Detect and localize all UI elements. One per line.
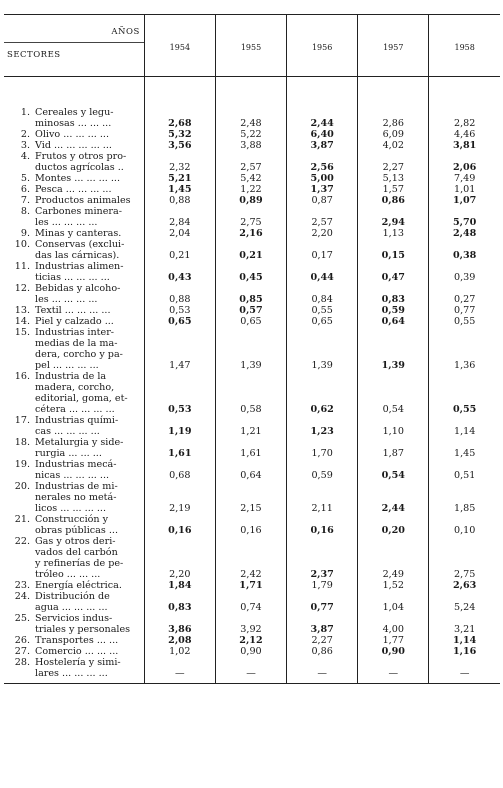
value-cell: 0,55: [287, 305, 358, 316]
value-cell: 2,44: [287, 107, 358, 129]
sector-name: Bebidas y alcoho- les ... ... ... ...: [35, 283, 121, 305]
value-cell: 0,85: [215, 283, 286, 305]
year-header: 1954: [144, 15, 215, 77]
value-cell: 0,43: [144, 261, 215, 283]
sector-cell: [4, 327, 144, 371]
value-cell: 2,27: [287, 635, 358, 646]
sector-wrap: [6, 635, 142, 646]
sector-name: Montes ... ... ... ...: [35, 173, 121, 184]
value-cell: 2,84: [144, 206, 215, 228]
table-row: [4, 613, 500, 635]
value-cell: 1,70: [287, 437, 358, 459]
table-row: [4, 206, 500, 228]
sector-wrap: [6, 184, 142, 195]
table-row: [4, 514, 500, 536]
spacer-cell: [215, 77, 286, 108]
sector-number: 9.: [20, 228, 30, 239]
sector-name: Metalurgia y side- rurgia ... ... ...: [35, 437, 124, 459]
value-cell: 2,04: [144, 228, 215, 239]
value-cell: 0,86: [287, 646, 358, 657]
sector-number: 17.: [14, 415, 30, 426]
sector-name: Industrias de mi- nerales no metá- licos ... ... ... ...: [35, 481, 118, 514]
sector-wrap: [6, 481, 142, 514]
spacer-row: [4, 77, 500, 108]
value-cell: 0,17: [287, 239, 358, 261]
year-header: 1955: [215, 15, 286, 77]
value-cell: 3,88: [215, 140, 286, 151]
sector-name: Textil ... ... ... ...: [35, 305, 111, 316]
value-cell: 0,88: [144, 283, 215, 305]
value-cell: 1,14: [429, 635, 500, 646]
sector-number: 1.: [20, 107, 30, 118]
value-cell: —: [144, 657, 215, 684]
value-cell: 0,90: [215, 646, 286, 657]
sectores-label: SECTORES: [7, 50, 61, 60]
value-cell: 1,04: [358, 591, 429, 613]
year-header: 1957: [358, 15, 429, 77]
sector-number: 13.: [14, 305, 30, 316]
value-cell: 0,44: [287, 261, 358, 283]
table-row: [4, 459, 500, 481]
value-cell: 5,13: [358, 173, 429, 184]
sector-wrap: [6, 206, 142, 228]
sector-name: Olivo ... ... ... ...: [35, 129, 109, 140]
value-cell: 2,48: [429, 228, 500, 239]
value-cell: 2,08: [144, 635, 215, 646]
value-cell: 3,56: [144, 140, 215, 151]
value-cell: 1,61: [144, 437, 215, 459]
value-cell: 1,47: [144, 327, 215, 371]
sector-number: 3.: [20, 140, 30, 151]
value-cell: 0,15: [358, 239, 429, 261]
value-cell: 1,19: [144, 415, 215, 437]
sector-cell: [4, 635, 144, 646]
header-corner: [4, 15, 144, 77]
value-cell: 4,00: [358, 613, 429, 635]
sector-table: [4, 14, 500, 684]
sector-number: 26.: [14, 635, 30, 646]
value-cell: 4,02: [358, 140, 429, 151]
sector-name: Distribución de agua ... ... ... ...: [35, 591, 110, 613]
sector-name: Vid ... ... ... ... ...: [35, 140, 112, 151]
sector-number: 14.: [14, 316, 30, 327]
value-cell: —: [287, 657, 358, 684]
value-cell: 1,01: [429, 184, 500, 195]
value-cell: 0,54: [358, 459, 429, 481]
value-cell: 0,20: [358, 514, 429, 536]
corner-divider: [4, 42, 144, 43]
sector-cell: [4, 580, 144, 591]
value-cell: 0,65: [215, 316, 286, 327]
sector-wrap: [6, 327, 142, 371]
sector-cell: [4, 206, 144, 228]
sector-number: 27.: [14, 646, 30, 657]
value-cell: 1,61: [215, 437, 286, 459]
sector-number: 25.: [14, 613, 30, 624]
spacer-cell: [287, 77, 358, 108]
value-cell: 0,21: [215, 239, 286, 261]
table-row: [4, 239, 500, 261]
year-header: 1956: [287, 15, 358, 77]
table-row: [4, 151, 500, 173]
sector-name: Industrias alimen- ticias ... ... ... ...: [35, 261, 124, 283]
value-cell: 2,12: [215, 635, 286, 646]
sector-wrap: [6, 580, 142, 591]
value-cell: 0,83: [144, 591, 215, 613]
value-cell: 0,64: [215, 459, 286, 481]
value-cell: 1,85: [429, 481, 500, 514]
value-cell: 0,54: [358, 371, 429, 415]
sector-name: Cereales y legu- minosas ... ... ...: [35, 107, 114, 129]
value-cell: 1,84: [144, 580, 215, 591]
sector-cell: [4, 646, 144, 657]
header-row: [4, 15, 500, 77]
value-cell: 0,90: [358, 646, 429, 657]
sector-number: 22.: [14, 536, 30, 547]
value-cell: 0,59: [287, 459, 358, 481]
table-row: [4, 305, 500, 316]
value-cell: 0,58: [215, 371, 286, 415]
sector-wrap: [6, 195, 142, 206]
value-cell: 2,49: [358, 536, 429, 580]
spacer-cell: [144, 77, 215, 108]
value-cell: 2,16: [215, 228, 286, 239]
value-cell: 2,94: [358, 206, 429, 228]
value-cell: —: [358, 657, 429, 684]
spacer-cell: [429, 77, 500, 108]
sector-cell: [4, 415, 144, 437]
sector-cell: [4, 140, 144, 151]
table-row: [4, 140, 500, 151]
sector-cell: [4, 371, 144, 415]
sector-wrap: [6, 646, 142, 657]
value-cell: 1,13: [358, 228, 429, 239]
value-cell: 1,77: [358, 635, 429, 646]
sector-wrap: [6, 173, 142, 184]
value-cell: 5,24: [429, 591, 500, 613]
sector-name: Industria de la madera, corcho, editorial, goma, et- cétera ... ... ... ...: [35, 371, 128, 415]
sector-name: Transportes ... ...: [35, 635, 119, 646]
sector-cell: [4, 657, 144, 684]
sector-cell: [4, 239, 144, 261]
value-cell: 0,21: [144, 239, 215, 261]
value-cell: 3,87: [287, 613, 358, 635]
value-cell: 6,09: [358, 129, 429, 140]
sector-number: 6.: [20, 184, 30, 195]
table-row: [4, 591, 500, 613]
sector-cell: [4, 173, 144, 184]
value-cell: 2,32: [144, 151, 215, 173]
table-body: [4, 77, 500, 684]
value-cell: 2,44: [358, 481, 429, 514]
sector-name: Energía eléctrica.: [35, 580, 122, 591]
sector-wrap: [6, 514, 142, 536]
sector-number: 24.: [14, 591, 30, 602]
value-cell: —: [429, 657, 500, 684]
table-row: [4, 327, 500, 371]
sector-cell: [4, 459, 144, 481]
value-cell: 2,56: [287, 151, 358, 173]
sector-cell: [4, 514, 144, 536]
value-cell: 2,75: [215, 206, 286, 228]
sector-number: 4.: [20, 151, 30, 162]
sector-cell: [4, 261, 144, 283]
table-row: [4, 283, 500, 305]
value-cell: 5,42: [215, 173, 286, 184]
sector-name: Carbones minera- les ... ... ... ...: [35, 206, 122, 228]
sector-cell: [4, 129, 144, 140]
value-cell: 2,27: [358, 151, 429, 173]
sector-cell: [4, 184, 144, 195]
value-cell: 3,81: [429, 140, 500, 151]
value-cell: 2,06: [429, 151, 500, 173]
year-header: 1958: [429, 15, 500, 77]
value-cell: 2,11: [287, 481, 358, 514]
sector-name: Frutos y otros pro- ductos agrícolas ..: [35, 151, 127, 173]
value-cell: 0,45: [215, 261, 286, 283]
sector-number: 20.: [14, 481, 30, 492]
sector-name: Industrias quími- cas ... ... ... ...: [35, 415, 119, 437]
sector-wrap: [6, 459, 142, 481]
sector-number: 12.: [14, 283, 30, 294]
value-cell: 1,36: [429, 327, 500, 371]
sector-wrap: [6, 613, 142, 635]
sector-number: 8.: [20, 206, 30, 217]
table-row: [4, 228, 500, 239]
value-cell: 2,57: [215, 151, 286, 173]
sector-wrap: [6, 228, 142, 239]
value-cell: 1,10: [358, 415, 429, 437]
value-cell: 1,07: [429, 195, 500, 206]
sector-number: 28.: [14, 657, 30, 668]
value-cell: 2,20: [144, 536, 215, 580]
spacer-cell: [4, 77, 144, 108]
value-cell: 0,64: [358, 316, 429, 327]
sector-name: Hostelería y simi- lares ... ... ... ...: [35, 657, 121, 679]
sector-cell: [4, 283, 144, 305]
value-cell: 1,57: [358, 184, 429, 195]
sector-cell: [4, 228, 144, 239]
sector-number: 10.: [14, 239, 30, 250]
value-cell: 1,39: [215, 327, 286, 371]
sector-name: Industrias mecá- nicas ... ... ... ...: [35, 459, 117, 481]
value-cell: 1,22: [215, 184, 286, 195]
sector-wrap: [6, 283, 142, 305]
sector-wrap: [6, 261, 142, 283]
value-cell: —: [215, 657, 286, 684]
sector-wrap: [6, 536, 142, 580]
value-cell: 0,74: [215, 591, 286, 613]
sector-number: 11.: [14, 261, 30, 272]
value-cell: 1,16: [429, 646, 500, 657]
value-cell: 2,82: [429, 107, 500, 129]
value-cell: 0,65: [144, 316, 215, 327]
table-row: [4, 657, 500, 684]
value-cell: 0,47: [358, 261, 429, 283]
spacer-cell: [358, 77, 429, 108]
value-cell: 1,02: [144, 646, 215, 657]
sector-name: Conservas (exclui- das las cárnicas).: [35, 239, 125, 261]
sector-wrap: [6, 151, 142, 173]
value-cell: 5,00: [287, 173, 358, 184]
sector-name: Gas y otros deri- vados del carbón y refinerías de pe- tróleo ... ... ...: [35, 536, 124, 580]
table-row: [4, 481, 500, 514]
value-cell: 5,32: [144, 129, 215, 140]
sector-wrap: [6, 107, 142, 129]
sector-wrap: [6, 316, 142, 327]
value-cell: 0,27: [429, 283, 500, 305]
value-cell: 0,65: [287, 316, 358, 327]
value-cell: 0,59: [358, 305, 429, 316]
sector-wrap: [6, 140, 142, 151]
value-cell: 0,16: [215, 514, 286, 536]
sector-wrap: [6, 415, 142, 437]
sector-cell: [4, 151, 144, 173]
table-row: [4, 646, 500, 657]
sector-number: 7.: [20, 195, 30, 206]
sector-name: Comercio ... ... ...: [35, 646, 119, 657]
value-cell: 1,14: [429, 415, 500, 437]
value-cell: 0,51: [429, 459, 500, 481]
value-cell: 3,21: [429, 613, 500, 635]
value-cell: 1,23: [287, 415, 358, 437]
table-row: [4, 129, 500, 140]
value-cell: 0,10: [429, 514, 500, 536]
value-cell: 2,20: [287, 228, 358, 239]
value-cell: 6,40: [287, 129, 358, 140]
value-cell: 0,16: [144, 514, 215, 536]
sector-number: 23.: [14, 580, 30, 591]
sector-cell: [4, 107, 144, 129]
value-cell: 0,55: [429, 371, 500, 415]
sector-number: 15.: [14, 327, 30, 338]
value-cell: 1,21: [215, 415, 286, 437]
value-cell: 2,15: [215, 481, 286, 514]
table-row: [4, 371, 500, 415]
sector-cell: [4, 316, 144, 327]
sector-name: Servicios indus- triales y personales: [35, 613, 131, 635]
value-cell: 5,21: [144, 173, 215, 184]
sector-wrap: [6, 239, 142, 261]
value-cell: 0,86: [358, 195, 429, 206]
sector-wrap: [6, 657, 142, 679]
sector-cell: [4, 613, 144, 635]
value-cell: 2,57: [287, 206, 358, 228]
value-cell: 7,49: [429, 173, 500, 184]
sector-name: Construcción y obras públicas ...: [35, 514, 119, 536]
value-cell: 2,75: [429, 536, 500, 580]
value-cell: 0,39: [429, 261, 500, 283]
table-row: [4, 415, 500, 437]
sector-name: Piel y calzado ...: [35, 316, 114, 327]
value-cell: 1,45: [144, 184, 215, 195]
value-cell: 0,68: [144, 459, 215, 481]
table-row: [4, 635, 500, 646]
sector-number: 16.: [14, 371, 30, 382]
value-cell: 0,53: [144, 371, 215, 415]
sector-wrap: [6, 305, 142, 316]
value-cell: 1,52: [358, 580, 429, 591]
value-cell: 1,39: [287, 327, 358, 371]
value-cell: 0,88: [144, 195, 215, 206]
value-cell: 4,46: [429, 129, 500, 140]
sector-wrap: [6, 591, 142, 613]
value-cell: 0,77: [429, 305, 500, 316]
sector-number: 21.: [14, 514, 30, 525]
value-cell: 3,92: [215, 613, 286, 635]
value-cell: 3,86: [144, 613, 215, 635]
value-cell: 2,37: [287, 536, 358, 580]
value-cell: 1,45: [429, 437, 500, 459]
value-cell: 0,87: [287, 195, 358, 206]
sector-number: 19.: [14, 459, 30, 470]
sector-number: 5.: [20, 173, 30, 184]
sector-name: Industrias inter- medias de la ma- dera, corcho y pa- pel ... ... ... ...: [35, 327, 123, 371]
value-cell: 0,16: [287, 514, 358, 536]
sector-cell: [4, 481, 144, 514]
value-cell: 0,53: [144, 305, 215, 316]
value-cell: 0,38: [429, 239, 500, 261]
value-cell: 0,89: [215, 195, 286, 206]
value-cell: 1,71: [215, 580, 286, 591]
value-cell: 2,86: [358, 107, 429, 129]
sector-cell: [4, 591, 144, 613]
table-row: [4, 261, 500, 283]
value-cell: 2,19: [144, 481, 215, 514]
sector-wrap: [6, 129, 142, 140]
sector-name: Pesca ... ... ... ...: [35, 184, 112, 195]
sector-cell: [4, 305, 144, 316]
value-cell: 1,79: [287, 580, 358, 591]
value-cell: 0,55: [429, 316, 500, 327]
value-cell: 1,37: [287, 184, 358, 195]
value-cell: 0,62: [287, 371, 358, 415]
value-cell: 2,48: [215, 107, 286, 129]
anos-label: AÑOS: [111, 27, 140, 37]
sector-cell: [4, 195, 144, 206]
table-row: [4, 316, 500, 327]
table-row: [4, 580, 500, 591]
sector-wrap: [6, 437, 142, 459]
value-cell: 3,87: [287, 140, 358, 151]
table-row: [4, 107, 500, 129]
table-row: [4, 437, 500, 459]
value-cell: 5,22: [215, 129, 286, 140]
table-row: [4, 536, 500, 580]
value-cell: 1,87: [358, 437, 429, 459]
value-cell: 1,39: [358, 327, 429, 371]
table-row: [4, 195, 500, 206]
sector-number: 18.: [14, 437, 30, 448]
table-row: [4, 173, 500, 184]
value-cell: 0,77: [287, 591, 358, 613]
sector-cell: [4, 536, 144, 580]
value-cell: 0,84: [287, 283, 358, 305]
sector-name: Productos animales: [35, 195, 131, 206]
sector-name: Minas y canteras.: [35, 228, 122, 239]
value-cell: 5,70: [429, 206, 500, 228]
value-cell: 2,68: [144, 107, 215, 129]
value-cell: 2,63: [429, 580, 500, 591]
value-cell: 0,83: [358, 283, 429, 305]
value-cell: 2,42: [215, 536, 286, 580]
table-row: [4, 184, 500, 195]
sector-number: 2.: [20, 129, 30, 140]
sector-wrap: [6, 371, 142, 415]
sector-cell: [4, 437, 144, 459]
value-cell: 0,57: [215, 305, 286, 316]
